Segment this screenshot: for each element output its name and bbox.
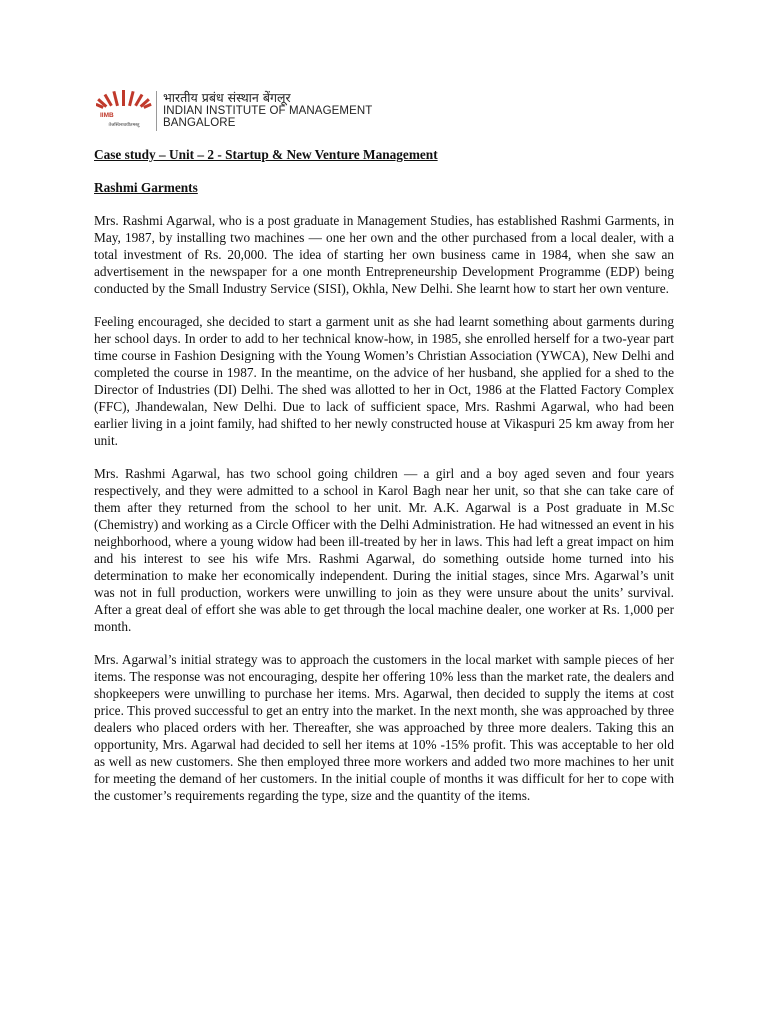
institute-header xyxy=(96,88,372,134)
paragraph: Mrs. Rashmi Agarwal, who is a post graduate in Management Studies, has established Rashmi Garments, in May, 1987, by installing two machines — one her own and the other purchased from a local dealer, with a total investment of Rs. 20,000. The idea of starting her own business came in 1984, when she saw an advertisement in the newspaper for a one month Entrepreneurship Development Programme (EDP) being conducted by the Small Industry Service (SISI), Okhla, New Delhi. She learnt how to start her own venture. xyxy=(94,213,674,296)
case-subtitle: Rashmi Garments xyxy=(94,180,198,195)
institute-name-line1: INDIAN INSTITUTE OF MANAGEMENT xyxy=(163,104,373,117)
document-body xyxy=(94,145,674,804)
paragraph: Mrs. Rashmi Agarwal, has two school going children — a girl and a boy aged seven and four years respectively, and they were admitted to a school in Karol Bagh near her unit, so that she can take care of them after they returned from the school to her unit. Mr. A.K. Agarwal is a Post graduate in M.Sc (Chemistry) and working as a Circle Officer with the Delhi Administration. He had witnessed an event in his neighborhood, where a young widow had been ill-treated by her in laws. This had left a great impact on him and his interest to see his wife Mrs. Rashmi Agarwal, do something outside home turned into his determination to make her economically independent. During the initial stages, since Mrs. Agarwal’s unit was not in full production, workers were unwilling to join as they were unsure about the units’ survival. After a great deal of effort she was able to get through the local machine dealer, one worker at Rs. 1,000 per month. xyxy=(94,466,674,634)
logo-abbreviation: IIMB xyxy=(100,112,114,119)
institute-name xyxy=(163,92,372,130)
iimb-logo-icon xyxy=(96,88,152,134)
paragraph: Mrs. Agarwal’s initial strategy was to approach the customers in the local market with sample pieces of her items. The response was not encouraging, despite her offering 10% less than the market rate, the dealers and shopkeepers were unwilling to purchase her items. Mrs. Agarwal, then decided to supply the items at cost price. This proved successful to get an entry into the market. In the next month, she was approached by three dealers who placed orders with her. Thereafter, she was approached by three more dealers. Taking this an opportunity, Mrs. Agarwal had decided to sell her items at 10% -15% profit. This was acceptable to her old as well as new customers. She then employed three more workers and added two more machines to her unit for meeting the demand of her customers. In the initial couple of months it was difficult for her to cope with the customer’s requirements regarding the type, size and the quantity of the items. xyxy=(94,652,674,803)
logo-tagline: तेजस्विनावधीतमस्तु xyxy=(108,123,140,128)
logo-divider xyxy=(156,91,157,131)
institute-name-hindi: भारतीय प्रबंध संस्थान बेंगलूर xyxy=(163,90,291,106)
paragraph: Feeling encouraged, she decided to start a garment unit as she had learnt something about garments during her school days. In order to add to her technical know-how, in 1985, she enrolled herself for a two-year part time course in Fashion Designing with the Young Women’s Christian Association (YWCA), New Delhi and completed the course in 1987. In the meantime, on the advice of her husband, she applied for a shed to the Director of Industries (DI) Delhi. The shed was allotted to her in Oct, 1986 at the Flatted Factory Complex (FFC), Jhandewalan, New Delhi. Due to lack of sufficient space, Mrs. Rashmi Agarwal, who had been earlier living in a joint family, had shifted to her newly constructed house at Vikaspuri 25 km away from her unit. xyxy=(94,314,674,448)
case-study-title: Case study – Unit – 2 - Startup & New Venture Management xyxy=(94,147,438,162)
institute-name-line2: BANGALORE xyxy=(163,117,236,130)
